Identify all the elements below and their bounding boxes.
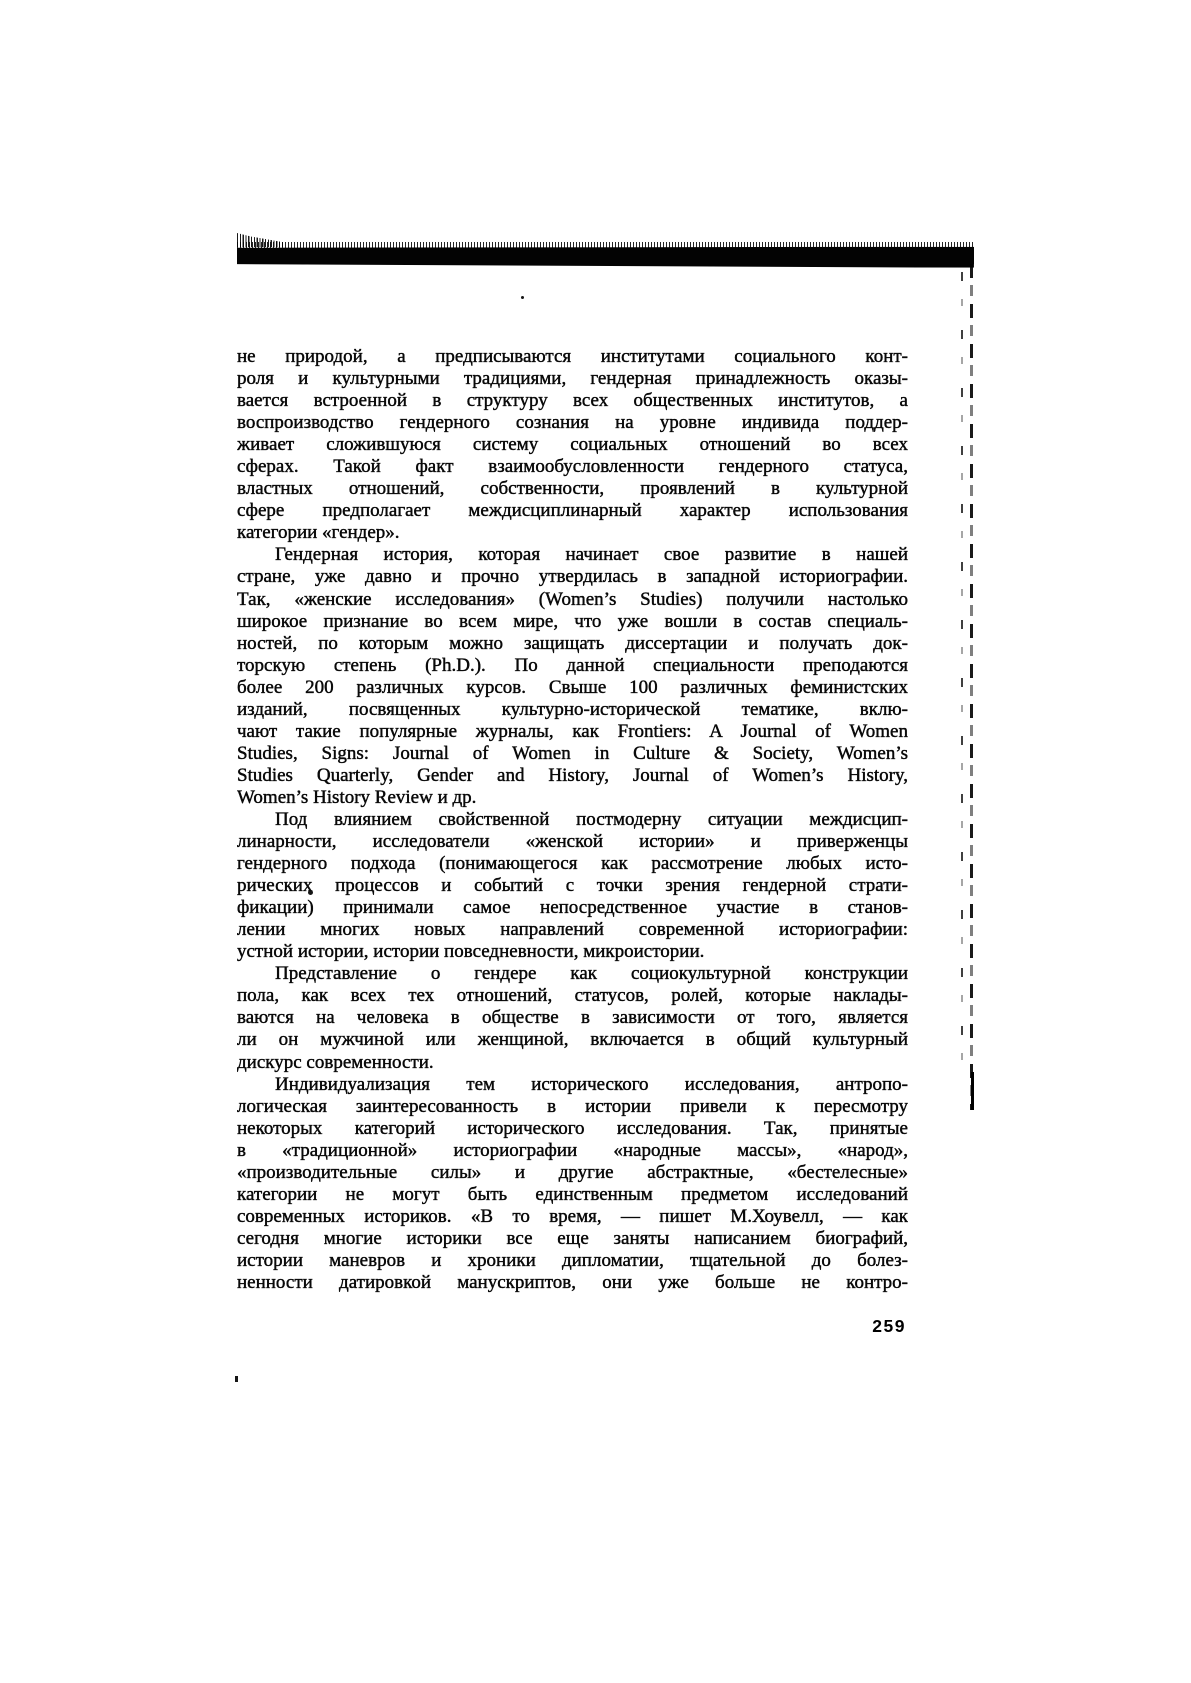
text-line: гендерного подхода (понимающегося как рассмотрение любых исто- — [237, 853, 908, 875]
text-line: сферах. Такой факт взаимообусловленности гендерного статуса, — [237, 456, 908, 478]
scan-artifact-edge-line-right — [970, 264, 973, 1110]
text-line: Под влиянием свойственной постмодерну ситуации междисцип- — [275, 808, 908, 830]
scan-artifact-top-bar — [237, 240, 974, 268]
paragraph-1 — [237, 346, 908, 544]
text-line: ненности датировкой манускриптов, они уже больше не контро- — [237, 1271, 908, 1293]
body-text — [237, 346, 908, 1294]
text-line: воспроизводство гендерного сознания на уровне индивида поддер- — [237, 412, 908, 434]
text-line: широкое признание во всем мире, что уже вошли в состав специаль- — [237, 610, 908, 632]
text-line: Представление о гендере как социокультурной конструкции — [275, 963, 908, 985]
scan-artifact-speck — [235, 1376, 238, 1382]
paragraph-5 — [237, 1074, 908, 1294]
text-line: фикации) принимали самое непосредственное участие в станов- — [237, 897, 908, 919]
text-line: Women’s History Review и др. — [237, 786, 477, 808]
text-line: чают такие популярные журналы, как Frontiers: A Journal of Women — [237, 720, 908, 742]
text-line: Studies Quarterly, Gender and History, Journal of Women’s History, — [237, 764, 908, 786]
text-line: властных отношений, собственности, проявлений в культурной — [237, 478, 908, 500]
paragraph-2 — [237, 544, 908, 809]
text-line: изданий, посвященных культурно-исторической тематике, вклю- — [237, 698, 908, 720]
scan-artifact-edge-line-left — [961, 272, 963, 1084]
text-line: ностей, по которым можно защищать диссертации и получать док- — [237, 632, 908, 654]
text-line: Так, «женские исследования» (Women’s Studies) получили настолько — [237, 588, 908, 610]
text-line: истории маневров и хроники дипломатии, тщательной до болез- — [237, 1249, 908, 1271]
text-line: не природой, а предписываются институтами социального конт- — [237, 346, 908, 367]
paragraph-3 — [237, 809, 908, 963]
text-line: сегодня многие историки все еще заняты написанием биографий, — [237, 1227, 908, 1249]
text-line: современных историков. «В то время, — пишет М.Хоувелл, — как — [237, 1205, 908, 1227]
text-line: более 200 различных курсов. Свыше 100 различных феминистских — [237, 676, 908, 698]
text-line: роля и культурными традициями, гендерная принадлежность оказы- — [237, 368, 908, 390]
text-line: ли он мужчиной или женщиной, включается в общий культурный — [237, 1029, 908, 1051]
page-number: 259 — [872, 1316, 906, 1336]
scan-artifact-edge-line-solid — [971, 1072, 974, 1110]
text-line: категории не могут быть единственным предметом исследований — [237, 1183, 908, 1205]
text-line: Гендерная история, которая начинает свое развитие в нашей — [275, 544, 908, 566]
scan-artifact-speck — [521, 296, 524, 299]
text-line: живает сложившуюся систему социальных отношений во всех — [237, 434, 908, 456]
text-line: логическая заинтересованность в истории привели к пересмотру — [237, 1095, 908, 1117]
text-line: в «традиционной» историографии «народные массы», «народ», — [237, 1139, 908, 1161]
text-line: вается встроенной в структуру всех общественных институтов, а — [237, 390, 908, 412]
text-line: Studies, Signs: Journal of Women in Culture & Society, Women’s — [237, 742, 908, 764]
text-line: пола, как всех тех отношений, статусов, ролей, которые наклады- — [237, 985, 908, 1007]
text-line: стране, уже давно и прочно утвердилась в западной историографии. — [237, 566, 908, 588]
text-line: устной истории, истории повседневности, микроистории. — [237, 941, 705, 963]
text-line: некоторых категорий исторического исследования. Так, принятые — [237, 1117, 908, 1139]
paragraph-4 — [237, 963, 908, 1073]
scan-artifact-bar-core — [237, 245, 974, 268]
text-line: рических процессов и событий с точки зрения гендерной страти- — [237, 875, 908, 897]
text-line: ваются на человека в обществе в зависимости от того, является — [237, 1007, 908, 1029]
text-line: категории «гендер». — [237, 522, 400, 544]
text-line: лении многих новых направлений современной историографии: — [237, 919, 908, 941]
text-line: торскую степень (Ph.D.). По данной специальности преподаются — [237, 654, 908, 676]
text-line: линарности, исследователи «женской истории» и приверженцы — [237, 831, 908, 853]
text-line: сфере предполагает междисциплинарный характер использования — [237, 500, 908, 522]
text-line: «производительные силы» и другие абстрактные, «бестелесные» — [237, 1161, 908, 1183]
text-line: дискурс современности. — [237, 1051, 434, 1073]
text-line: Индивидуализация тем исторического исследования, антропо- — [275, 1073, 908, 1095]
